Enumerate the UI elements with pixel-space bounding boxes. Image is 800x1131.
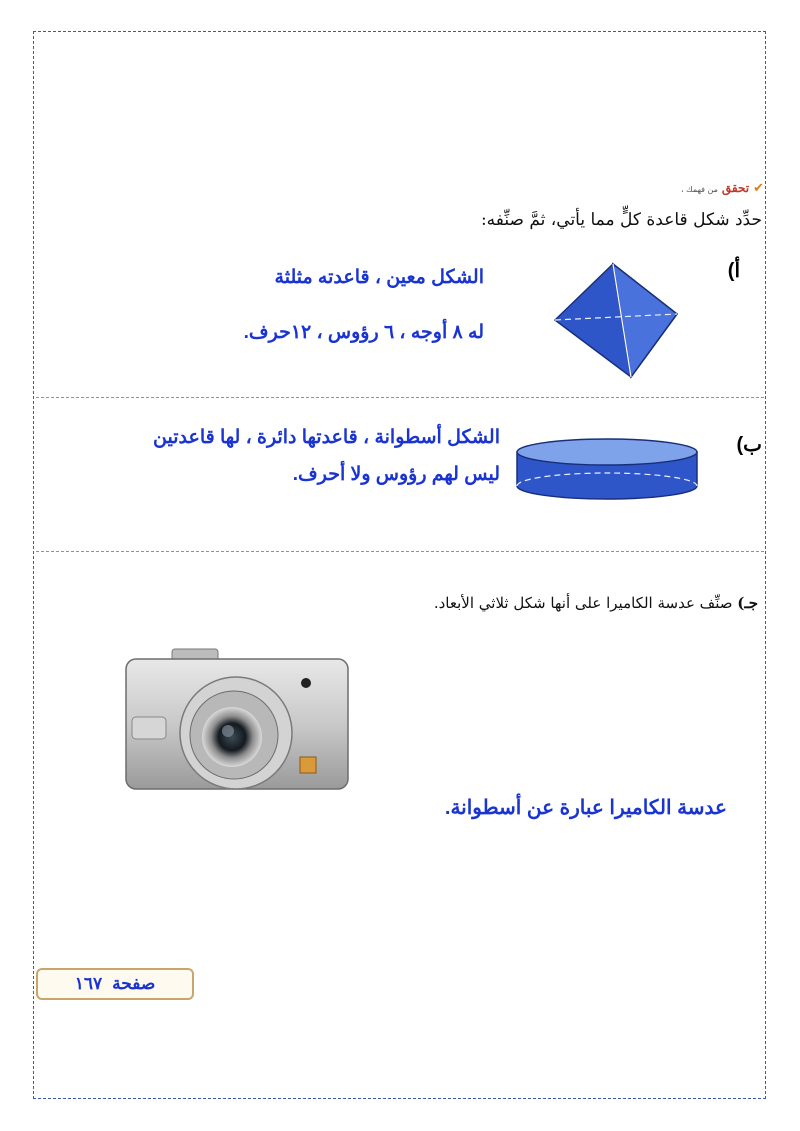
square-pyramid-shape xyxy=(553,262,679,380)
check-understanding-header xyxy=(681,181,764,196)
check-subtitle: من فهمك ، xyxy=(681,185,718,194)
check-pencil-icon: ✔ xyxy=(753,181,764,196)
item-c-question xyxy=(434,594,758,612)
section-divider xyxy=(36,397,764,398)
item-c-label: جـ) xyxy=(737,594,758,612)
page-word: صفحة xyxy=(112,974,156,994)
item-b-label: ب) xyxy=(736,434,762,456)
item-b-answer-line1: الشكل أسطوانة ، قاعدتها دائرة ، لها قاعدتين xyxy=(153,427,500,448)
instruction-text: حدِّد شكل قاعدة كلٍّ مما يأتي، ثمَّ صنِّفه: xyxy=(480,210,762,230)
camera-image xyxy=(122,645,352,795)
page-number: ١٦٧ xyxy=(74,974,103,994)
check-title: تحقق xyxy=(721,181,750,195)
cylinder-shape xyxy=(514,436,700,502)
item-a-answer-line1: الشكل معين ، قاعدته مثلثة xyxy=(274,267,484,288)
item-c-answer: عدسة الكاميرا عبارة عن أسطوانة. xyxy=(444,797,727,819)
item-a-label: أ) xyxy=(727,260,740,282)
page-number-badge xyxy=(36,968,194,1000)
item-a-answer-line2: له ٨ أوجه ، ٦ رؤوس ، ١٢حرف. xyxy=(243,322,484,343)
item-b-answer-line2: ليس لهم رؤوس ولا أحرف. xyxy=(292,464,500,485)
page-frame xyxy=(33,31,766,1099)
item-c-question-text: صنِّف عدسة الكاميرا على أنها شكل ثلاثي الأبعاد. xyxy=(433,594,733,612)
section-divider xyxy=(36,551,764,552)
